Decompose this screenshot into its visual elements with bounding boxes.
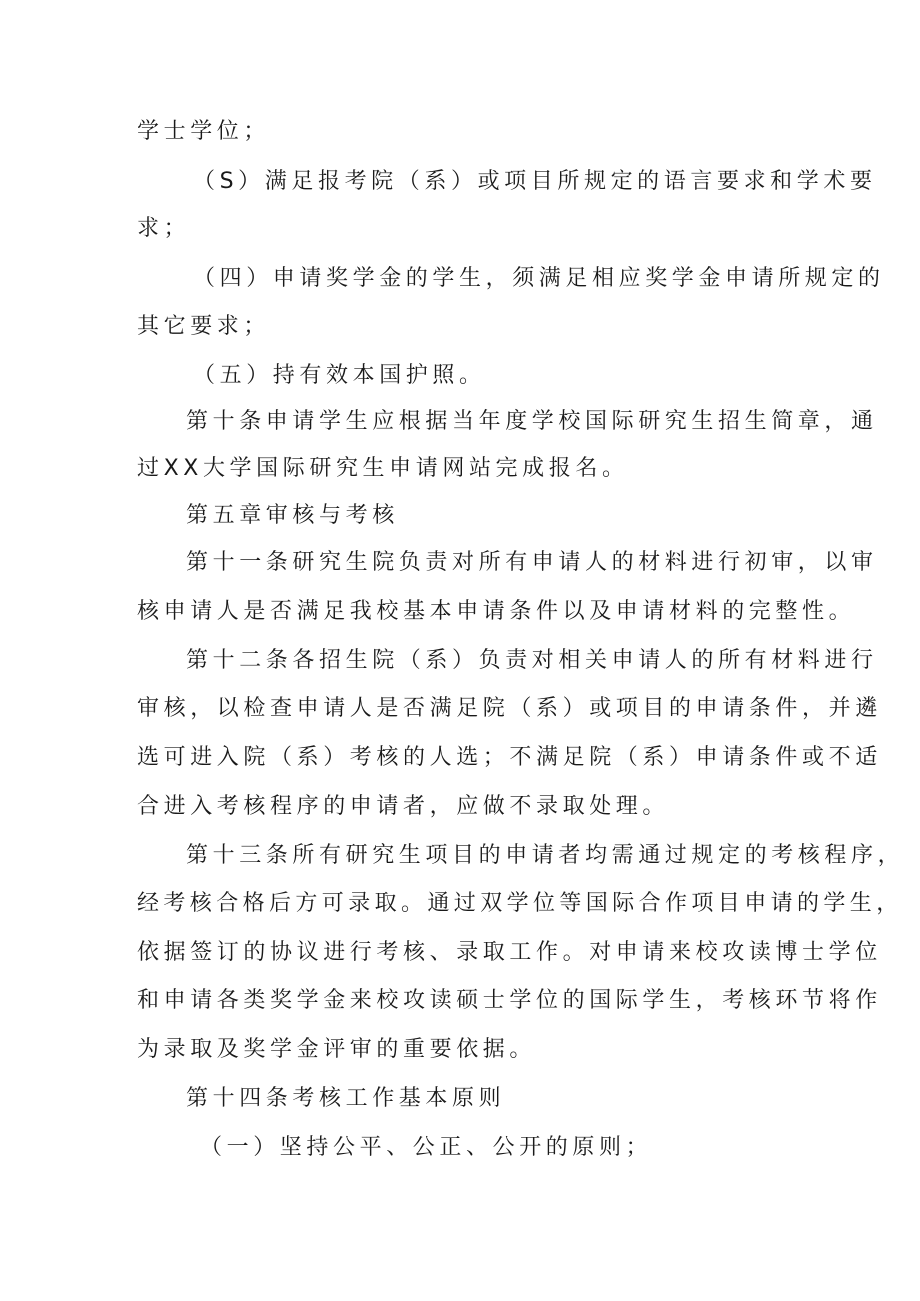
text-line: （四）申请奖学金的学生，须满足相应奖学金申请所规定的 bbox=[193, 266, 885, 291]
text-line: 审核，以检查申请人是否满足院（系）或项目的申请条件，并遴 bbox=[137, 696, 882, 721]
text-line: 为录取及奖学金评审的重要依据。 bbox=[137, 1037, 537, 1062]
text-line: 经考核合格后方可录取。通过双学位等国际合作项目申请的学生， bbox=[137, 891, 903, 916]
text-line: 第十二条各招生院（系）负责对相关申请人的所有材料进行 bbox=[186, 648, 878, 673]
text-line: 其它要求； bbox=[137, 314, 271, 339]
text-line: 第十一条研究生院负责对所有申请人的材料进行初审，以审 bbox=[186, 550, 878, 575]
text-line: 第十四条考核工作基本原则 bbox=[186, 1086, 506, 1111]
text-line: 第十条申请学生应根据当年度学校国际研究生招生简章，通 bbox=[186, 409, 878, 434]
text-line: 学士学位； bbox=[137, 119, 271, 144]
text-line: 依据签订的协议进行考核、录取工作。对申请来校攻读博士学位 bbox=[137, 940, 882, 965]
text-line: （S）满足报考院（系）或项目所规定的语言要求和学术要 bbox=[193, 169, 877, 194]
section-heading: 第五章审核与考核 bbox=[186, 503, 399, 528]
text-line: （一）坚持公平、公正、公开的原则； bbox=[200, 1135, 653, 1160]
text-line: 选可进入院（系）考核的人选；不满足院（系）申请条件或不适 bbox=[137, 745, 882, 770]
text-line: 第十三条所有研究生项目的申请者均需通过规定的考核程序， bbox=[186, 843, 905, 868]
text-line: 合进入考核程序的申请者，应做不录取处理。 bbox=[137, 794, 670, 819]
text-line: 求； bbox=[137, 216, 191, 241]
text-line: 核申请人是否满足我校基本申请条件以及申请材料的完整性。 bbox=[137, 599, 856, 624]
text-line: 过XX大学国际研究生申请网站完成报名。 bbox=[137, 456, 629, 481]
text-line: 和申请各类奖学金来校攻读硕士学位的国际学生，考核环节将作 bbox=[137, 988, 882, 1013]
text-line: （五）持有效本国护照。 bbox=[193, 363, 486, 388]
